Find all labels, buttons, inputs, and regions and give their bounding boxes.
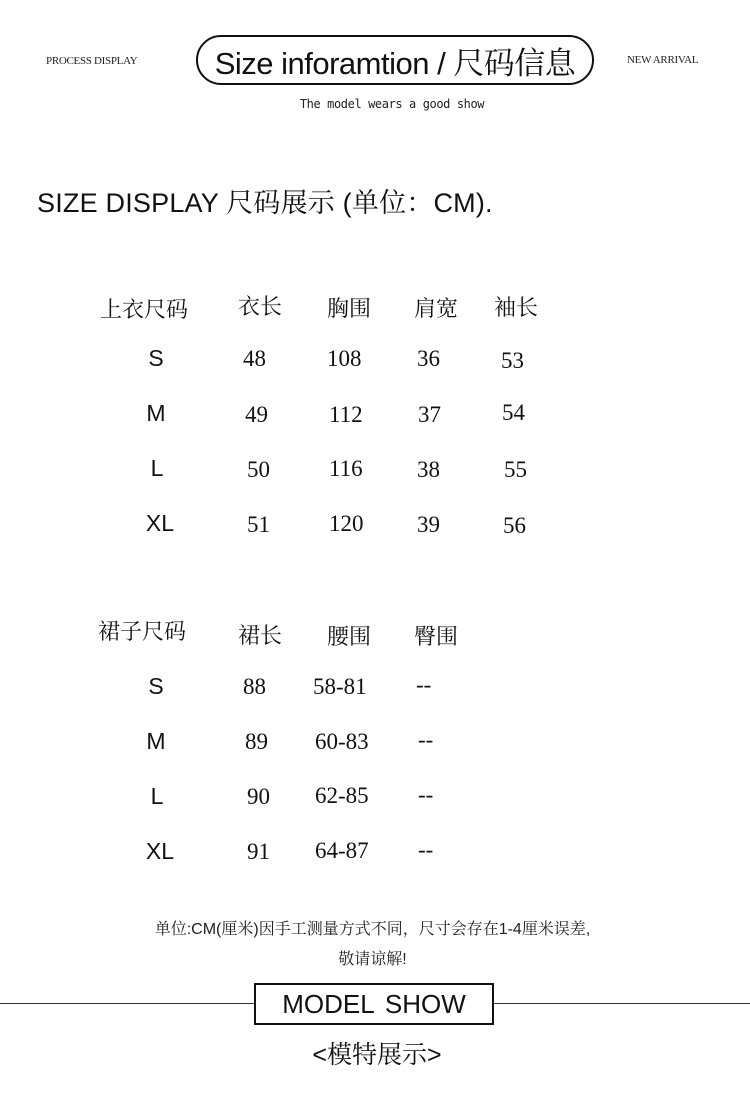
table-cell: 91 bbox=[247, 839, 270, 864]
table-cell: 38 bbox=[417, 457, 440, 482]
process-display-label: PROCESS DISPLAY bbox=[46, 55, 138, 67]
table-cell: 112 bbox=[329, 402, 363, 427]
header-subtitle: The model wears a good show bbox=[299, 97, 485, 111]
table-cell: 53 bbox=[501, 348, 524, 373]
table-cell: -- bbox=[418, 837, 434, 862]
table-cell: 64-87 bbox=[315, 838, 369, 863]
table-cell: 39 bbox=[417, 512, 440, 537]
table-header-cell: 袖长 bbox=[494, 295, 539, 320]
table-cell: 36 bbox=[417, 346, 440, 371]
table-cell: 48 bbox=[243, 346, 266, 371]
table-cell: 37 bbox=[418, 402, 441, 427]
table-header-cell: 胸围 bbox=[327, 296, 372, 321]
model-show-subtitle: <模特展示> bbox=[312, 1041, 442, 1069]
table-header-cell: 衣长 bbox=[238, 294, 283, 319]
table-cell: 62-85 bbox=[315, 783, 369, 808]
table-cell: -- bbox=[418, 782, 434, 807]
size-label: M bbox=[146, 728, 166, 754]
table-cell: 60-83 bbox=[315, 729, 369, 754]
table-cell: 50 bbox=[247, 457, 270, 482]
size-display-heading: SIZE DISPLAY 尺码展示 (单位：CM). bbox=[37, 188, 493, 218]
size-information-title: Size inforamtion / 尺码信息 bbox=[196, 35, 594, 85]
table-cell: 55 bbox=[504, 457, 527, 482]
measurement-note-apology: 敬请谅解! bbox=[338, 951, 407, 968]
model-show-title: MODEL SHOW bbox=[254, 983, 494, 1025]
table-cell: 49 bbox=[245, 402, 268, 427]
table-header-cell: 腰围 bbox=[327, 624, 372, 649]
size-label: XL bbox=[145, 510, 175, 536]
table-header-cell: 臀围 bbox=[414, 624, 459, 649]
table-cell: 108 bbox=[327, 346, 362, 371]
table-cell: -- bbox=[416, 672, 432, 697]
measurement-note: 单位:CM(厘米)因手工测量方式不同，尺寸会存在1-4厘米误差, bbox=[154, 921, 591, 938]
table-cell: 120 bbox=[329, 511, 364, 536]
table-header-cell: 肩宽 bbox=[414, 296, 459, 321]
table-cell: 58-81 bbox=[313, 674, 367, 699]
table-cell: 90 bbox=[247, 784, 270, 809]
size-label: L bbox=[150, 783, 164, 809]
table-cell: -- bbox=[418, 727, 434, 752]
table-cell: 116 bbox=[329, 456, 363, 481]
table-cell: 89 bbox=[245, 729, 268, 754]
size-label: S bbox=[148, 673, 164, 699]
table-cell: 54 bbox=[502, 400, 525, 425]
size-label: XL bbox=[145, 838, 175, 864]
table-header-cell: 裙子尺码 bbox=[98, 619, 187, 644]
table-header-cell: 上衣尺码 bbox=[100, 297, 189, 322]
divider-line-right bbox=[494, 1003, 750, 1004]
table-cell: 88 bbox=[243, 674, 266, 699]
new-arrival-label: NEW ARRIVAL bbox=[627, 54, 699, 66]
size-label: L bbox=[150, 455, 164, 481]
divider-line-left bbox=[0, 1003, 254, 1004]
table-cell: 51 bbox=[247, 512, 270, 537]
table-header-cell: 裙长 bbox=[238, 623, 283, 648]
table-cell: 56 bbox=[503, 513, 526, 538]
size-label: S bbox=[148, 345, 164, 371]
size-label: M bbox=[146, 400, 166, 426]
